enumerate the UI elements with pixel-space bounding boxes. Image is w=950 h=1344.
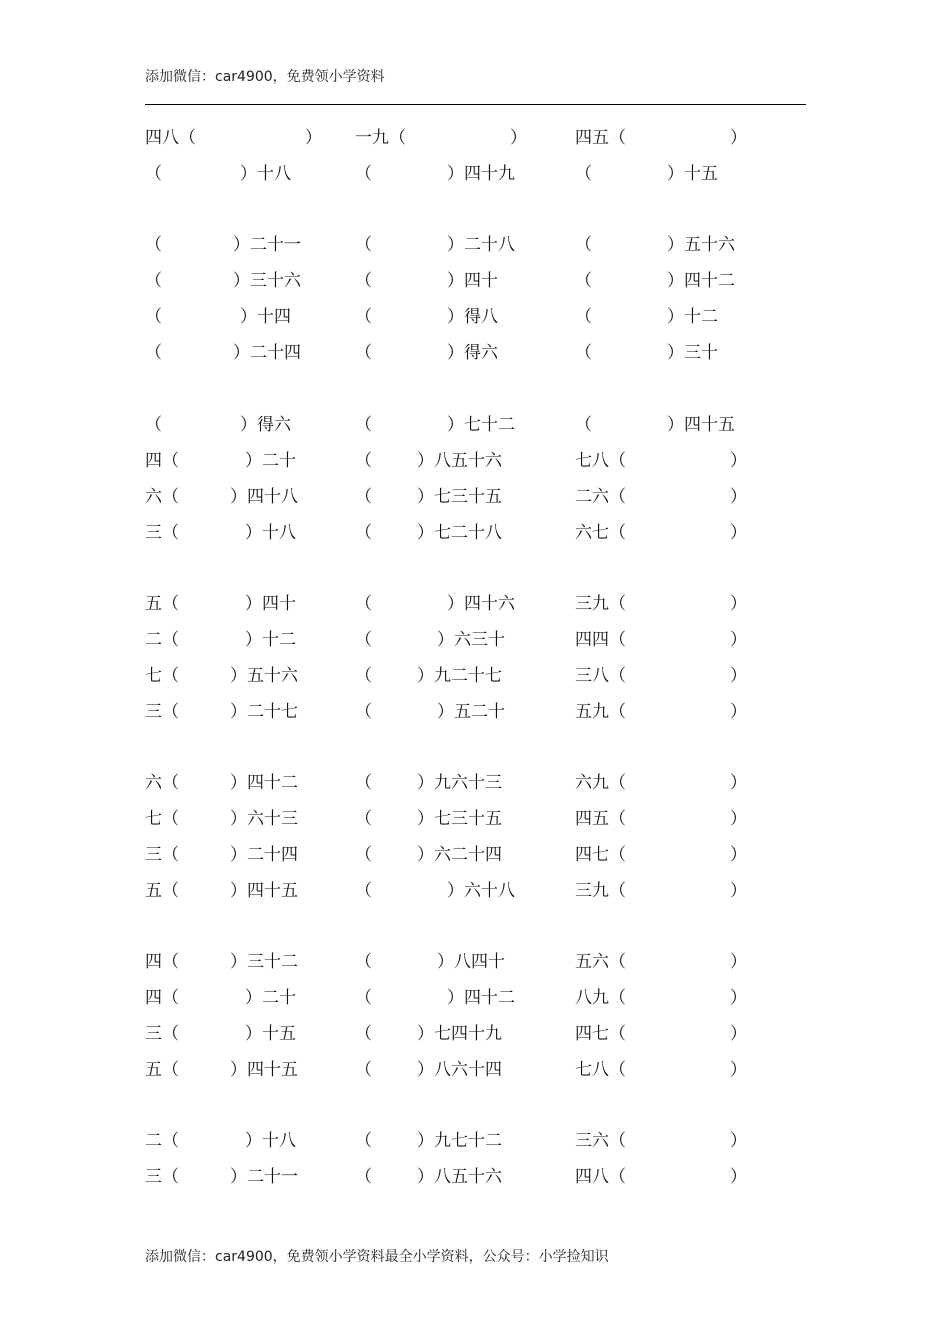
problem-part-b: ）二十四 [233,343,301,363]
problem-part-b: ）十八 [240,164,291,184]
problem-part-b: ）四十六 [447,594,515,614]
problem-part-a: 四五（ [575,128,626,148]
problem-part-b: ）六二十四 [417,845,502,865]
problem-part-a: （ [355,164,372,184]
problem-part-a: （ [575,164,592,184]
problem-part-b: ）十二 [245,630,296,650]
problem-part-a: （ [145,271,162,291]
problem-row [145,950,775,974]
problem-part-b: ） [730,487,747,507]
problem-part-b: ）八四十 [437,952,505,972]
problem-part-b: ）二十 [245,451,296,471]
problem-part-a: 六（ [145,487,179,507]
problem-part-b: ）六三十 [437,630,505,650]
problem-part-a: （ [355,630,372,650]
problem-part-a: 三（ [145,702,179,722]
problem-part-b: ）七十二 [447,415,515,435]
problem-part-b: ） [730,1060,747,1080]
problem-part-b: ）四十二 [230,773,298,793]
problem-part-a: （ [575,307,592,327]
problem-row [145,879,775,903]
problem-part-b: ）七二十八 [417,523,502,543]
problem-row [145,592,775,616]
problem-part-b: ） [730,845,747,865]
problem-part-b: ） [730,773,747,793]
problem-part-b: ）三十 [667,343,718,363]
problem-part-b: ） [730,451,747,471]
problem-part-b: ） [730,952,747,972]
problem-part-b: ）二十 [245,988,296,1008]
problem-part-b: ） [510,128,527,148]
problem-part-a: （ [355,343,372,363]
problem-part-b: ）二十一 [233,235,301,255]
problem-part-a: 四（ [145,451,179,471]
problem-part-b: ）十四 [240,307,291,327]
page-footer: 添加微信：car4900，免费领小学资料最全小学资料，公众号：小学捡知识 [145,1249,609,1265]
problem-part-b: ）十八 [245,523,296,543]
problem-part-b: ） [730,128,747,148]
problem-part-a: （ [145,164,162,184]
problem-part-a: （ [355,1024,372,1044]
problem-part-b: ）七三十五 [417,809,502,829]
problem-part-a: （ [355,809,372,829]
problem-part-b: ）四十五 [667,415,735,435]
problem-part-b: ） [730,702,747,722]
problem-part-b: ）五十六 [230,666,298,686]
problem-part-a: 六九（ [575,773,626,793]
problem-part-b: ） [730,523,747,543]
problem-part-b: ）四十二 [447,988,515,1008]
problem-part-a: （ [575,343,592,363]
problem-part-a: 二（ [145,1131,179,1151]
problem-part-b: ）得六 [447,343,498,363]
problem-part-b: ） [730,666,747,686]
problem-row [145,521,775,545]
problem-part-b: ）二十七 [230,702,298,722]
problem-part-b: ）二十四 [230,845,298,865]
page-header: 添加微信：car4900，免费领小学资料 [145,69,385,85]
problem-row [145,664,775,688]
problem-row [145,1165,775,1189]
problem-part-a: （ [575,271,592,291]
problem-part-b: ） [730,988,747,1008]
problem-part-a: 三六（ [575,1131,626,1151]
problem-part-a: 五（ [145,881,179,901]
problem-part-b: ）得八 [447,307,498,327]
problem-row [145,305,775,329]
problem-part-b: ）六十三 [230,809,298,829]
problem-part-a: 三（ [145,523,179,543]
problem-part-b: ）八五十六 [417,451,502,471]
problem-row [145,771,775,795]
problem-part-a: （ [355,523,372,543]
problem-part-a: 八九（ [575,988,626,1008]
problem-part-b: ）九七十二 [417,1131,502,1151]
problem-row [145,843,775,867]
problem-part-a: 三九（ [575,881,626,901]
problem-part-b: ）九二十七 [417,666,502,686]
problem-part-a: （ [355,845,372,865]
problem-part-a: （ [355,666,372,686]
problem-part-b: ）十八 [245,1131,296,1151]
problem-row [145,807,775,831]
problem-part-a: （ [355,415,372,435]
problem-part-a: 六（ [145,773,179,793]
problem-part-a: （ [355,1167,372,1187]
problem-row [145,628,775,652]
problem-part-b: ）十五 [667,164,718,184]
problem-part-b: ）七三十五 [417,487,502,507]
problem-part-a: （ [355,952,372,972]
problem-part-a: 三九（ [575,594,626,614]
problem-part-b: ） [730,594,747,614]
problem-row [145,233,775,257]
problem-part-b: ）十五 [245,1024,296,1044]
problem-part-b: ） [730,1167,747,1187]
problem-part-b: ）四十五 [230,881,298,901]
problem-row [145,269,775,293]
problem-row [145,485,775,509]
problem-part-a: （ [575,415,592,435]
problem-part-b: ）八六十四 [417,1060,502,1080]
problem-part-a: （ [355,271,372,291]
problem-part-a: （ [145,307,162,327]
problem-part-a: 四八（ [575,1167,626,1187]
problem-part-a: 五九（ [575,702,626,722]
problem-part-a: 四（ [145,988,179,1008]
problem-part-a: 四（ [145,952,179,972]
problem-part-b: ） [730,881,747,901]
problem-part-b: ）四十五 [230,1060,298,1080]
problem-part-a: 四七（ [575,1024,626,1044]
problem-row [145,1022,775,1046]
problem-part-b: ）五二十 [437,702,505,722]
problem-part-b: ）三十二 [230,952,298,972]
problem-part-b: ）八五十六 [417,1167,502,1187]
problem-part-a: （ [355,1060,372,1080]
problem-row [145,341,775,365]
problem-part-a: （ [355,594,372,614]
problem-part-a: 五（ [145,594,179,614]
problem-part-b: ）四十九 [447,164,515,184]
problem-part-a: 二（ [145,630,179,650]
problem-part-a: 三八（ [575,666,626,686]
problem-part-b: ） [730,1024,747,1044]
problem-row [145,1129,775,1153]
problem-part-a: 七八（ [575,1060,626,1080]
problem-part-b: ） [730,809,747,829]
problem-part-b: ）二十八 [447,235,515,255]
problem-part-a: （ [355,451,372,471]
problem-part-b: ） [730,630,747,650]
problem-part-b: ）四十二 [667,271,735,291]
problem-part-a: 四八（ [145,128,196,148]
problem-part-b: ）七四十九 [417,1024,502,1044]
problem-part-a: 七（ [145,666,179,686]
problem-part-a: 三（ [145,845,179,865]
problem-row [145,986,775,1010]
problem-part-b: ）二十一 [230,1167,298,1187]
problem-part-b: ）四十 [245,594,296,614]
problem-part-b: ）四十 [447,271,498,291]
problem-row [145,162,775,186]
problem-part-b: ）三十六 [233,271,301,291]
problem-part-a: （ [145,343,162,363]
problem-part-a: 三（ [145,1167,179,1187]
problem-part-b: ）十二 [667,307,718,327]
problem-row [145,1058,775,1082]
problem-part-a: （ [145,415,162,435]
problem-part-a: 五（ [145,1060,179,1080]
problem-part-a: 四五（ [575,809,626,829]
problem-part-b: ）五十六 [667,235,735,255]
problem-part-a: 一九（ [355,128,406,148]
problem-part-a: 三（ [145,1024,179,1044]
problem-part-b: ）得六 [240,415,291,435]
problem-part-a: 六七（ [575,523,626,543]
problem-part-a: 二六（ [575,487,626,507]
problem-part-a: （ [575,235,592,255]
problem-part-a: （ [355,235,372,255]
problem-part-a: （ [355,307,372,327]
problem-row [145,413,775,437]
problem-part-a: （ [355,1131,372,1151]
problem-part-a: （ [145,235,162,255]
problem-part-b: ） [730,1131,747,1151]
problem-part-b: ）六十八 [447,881,515,901]
problem-part-a: （ [355,487,372,507]
problem-part-b: ）九六十三 [417,773,502,793]
problem-part-a: （ [355,988,372,1008]
problem-part-a: 七（ [145,809,179,829]
problem-part-a: 五六（ [575,952,626,972]
problem-part-a: 七八（ [575,451,626,471]
problem-part-a: （ [355,773,372,793]
problem-row [145,126,775,150]
problem-part-b: ） [305,128,322,148]
problem-part-a: 四四（ [575,630,626,650]
problem-part-a: （ [355,881,372,901]
problem-part-b: ）四十八 [230,487,298,507]
problem-part-a: （ [355,702,372,722]
problem-part-a: 四七（ [575,845,626,865]
problem-row [145,700,775,724]
problem-row [145,449,775,473]
